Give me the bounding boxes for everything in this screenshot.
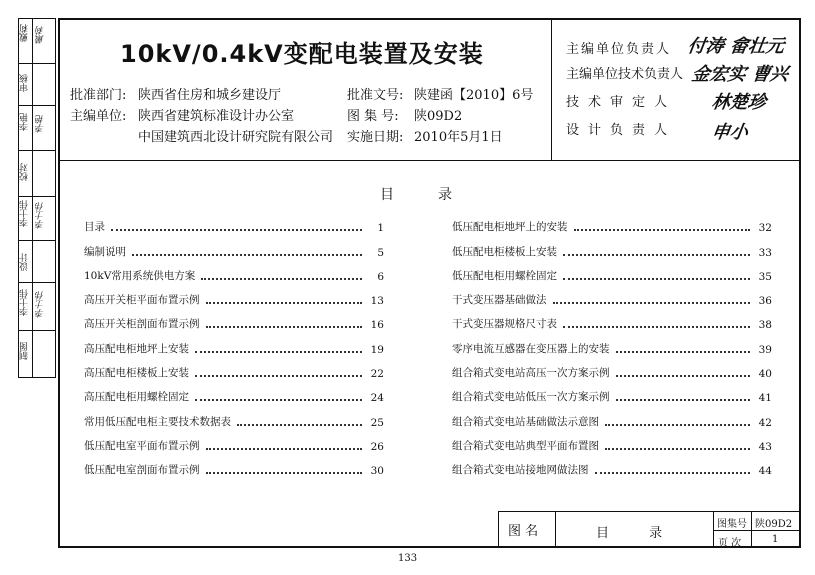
toc-entry-page: 42	[758, 416, 772, 429]
toc-entry-page: 36	[758, 295, 772, 308]
toc-entry-page: 38	[758, 319, 772, 332]
titleblock-name-label: 图 名	[508, 524, 539, 539]
page-number: 133	[398, 553, 418, 564]
toc-leader-dots	[563, 278, 750, 280]
side-label: 审核	[20, 74, 30, 92]
titleblock-page-label: 页 次	[718, 538, 742, 549]
toc-entry-page: 26	[370, 440, 384, 453]
side-label: 设计	[20, 253, 30, 271]
toc-entry-label: 高压开关柜剖面布置示例	[84, 318, 200, 331]
resp-signature: 金宏实 曹兴	[690, 64, 790, 85]
toc-entry-page: 39	[758, 343, 772, 356]
toc-entry-page: 16	[370, 319, 384, 332]
toc-entry-label: 组合箱式变电站典型平面布置图	[452, 439, 599, 452]
toc-leader-dots	[616, 399, 751, 401]
toc-entry[interactable]	[452, 453, 772, 477]
toc-entry-label: 干式变压器规格尺寸表	[452, 318, 557, 331]
toc-leader-dots	[195, 375, 362, 377]
toc-leader-dots	[206, 302, 363, 304]
toc-entry-label: 低压配电室平面布置示例	[84, 439, 200, 452]
toc-entry[interactable]	[452, 210, 772, 234]
toc-heading: 目录	[380, 187, 496, 203]
toc-entry-page: 5	[377, 246, 384, 259]
toc-entry[interactable]	[84, 380, 384, 404]
side-signature: 戴莉	[36, 26, 46, 44]
impl-date: 2010年5月1日	[414, 130, 503, 145]
toc-entry-label: 10kV常用系统供电方案	[84, 269, 196, 282]
approval-dept-label: 批准部门:	[70, 88, 127, 103]
titleblock-atlas-value: 陕09D2	[755, 519, 793, 530]
toc-entry-page: 30	[370, 465, 384, 478]
toc-entry-page: 22	[370, 368, 384, 381]
atlas-no-label: 图 集 号:	[347, 109, 399, 124]
toc-entry-label: 组合箱式变电站基础做法示意图	[452, 415, 599, 428]
editor-unit-2: 中国建筑西北设计研究院有限公司	[138, 130, 334, 145]
toc-entry[interactable]	[84, 234, 384, 258]
side-cell-line	[18, 240, 56, 241]
toc-leader-dots	[195, 351, 362, 353]
side-cell-line	[18, 105, 56, 106]
toc-entry-page: 43	[758, 440, 772, 453]
editor-unit-1: 陕西省建筑标准设计办公室	[138, 109, 295, 124]
toc-entry-page: 19	[370, 343, 384, 356]
toc-leader-dots	[237, 424, 362, 426]
toc-entry-page: 32	[758, 222, 772, 235]
toc-leader-dots	[195, 399, 362, 401]
toc-entry-label: 高压开关柜平面布置示例	[84, 294, 200, 307]
toc-right	[452, 210, 772, 477]
side-signature: 李士伟	[36, 202, 46, 229]
resp-role: 主编单位负责人	[566, 42, 672, 57]
toc-entry[interactable]	[452, 356, 772, 380]
toc-leader-dots	[111, 229, 362, 231]
toc-entry-label: 低压配电柜地坪上的安装	[452, 221, 568, 234]
toc-entry-label: 低压配电柜楼板上安装	[452, 245, 557, 258]
toc-entry-label: 组合箱式变电站接地网做法图	[452, 464, 589, 477]
toc-leader-dots	[206, 326, 363, 328]
resp-signature: 申小	[710, 122, 750, 143]
side-cell-line	[18, 282, 56, 283]
side-cell-line	[18, 196, 56, 197]
side-strip-divider	[32, 18, 33, 378]
toc-entry[interactable]	[452, 404, 772, 428]
toc-entry-page: 1	[377, 222, 384, 235]
toc-leader-dots	[132, 254, 362, 256]
approval-no-label: 批准文号:	[347, 88, 404, 103]
resp-signature: 林楚珍	[710, 92, 768, 113]
toc-leader-dots	[616, 375, 751, 377]
toc-entry[interactable]	[452, 283, 772, 307]
editor-unit-label: 主编单位:	[70, 109, 127, 124]
toc-entry[interactable]	[84, 259, 384, 283]
toc-entry[interactable]	[84, 356, 384, 380]
titleblock-page-value: 1	[772, 534, 779, 545]
toc-entry-page: 40	[758, 368, 772, 381]
toc-entry-label: 组合箱式变电站低压一次方案示例	[452, 391, 610, 404]
toc-left	[84, 210, 384, 477]
side-strip	[18, 18, 56, 378]
toc-entry-label: 高压配电柜楼板上安装	[84, 367, 189, 380]
side-signature: 李士伟	[36, 291, 46, 318]
resp-role: 设计负责人	[566, 123, 677, 138]
toc-entry-page: 33	[758, 246, 772, 259]
resp-role: 主编单位技术负责人	[566, 67, 684, 82]
toc-entry[interactable]	[84, 453, 384, 477]
toc-entry[interactable]	[452, 307, 772, 331]
toc-leader-dots	[595, 472, 751, 474]
toc-entry-page: 35	[758, 270, 772, 283]
toc-leader-dots	[605, 448, 750, 450]
toc-entry[interactable]	[452, 259, 772, 283]
side-label: 校对	[20, 163, 30, 181]
titleblock-mid	[713, 530, 801, 531]
toc-entry-label: 低压配电柜用螺栓固定	[452, 269, 557, 282]
resp-signature: 付涛 畲壮元	[686, 36, 786, 57]
toc-entry[interactable]	[84, 210, 384, 234]
toc-leader-dots	[206, 448, 363, 450]
toc-entry-page: 6	[377, 270, 384, 283]
toc-entry-page: 13	[370, 295, 384, 308]
toc-leader-dots	[574, 229, 751, 231]
side-label: 制图	[20, 342, 30, 360]
toc-leader-dots	[206, 472, 363, 474]
toc-leader-dots	[201, 278, 362, 280]
titleblock-name-value: 目 录	[596, 526, 681, 541]
toc-leader-dots	[563, 326, 750, 328]
toc-entry[interactable]	[452, 234, 772, 258]
toc-entry[interactable]	[452, 380, 772, 404]
toc-entry-label: 目录	[84, 221, 105, 234]
side-cell-line	[18, 63, 56, 64]
impl-date-label: 实施日期:	[347, 130, 404, 145]
toc-leader-dots	[605, 424, 750, 426]
toc-entry-label: 高压配电柜用螺栓固定	[84, 391, 189, 404]
toc-entry-page: 44	[758, 465, 772, 478]
resp-role: 技术审定人	[566, 95, 677, 110]
toc-entry[interactable]	[84, 307, 384, 331]
toc-entry[interactable]	[452, 331, 772, 355]
toc-entry[interactable]	[84, 404, 384, 428]
side-label: 李士伟	[20, 289, 30, 316]
toc-entry-label: 组合箱式变电站高压一次方案示例	[452, 367, 610, 380]
side-cell-line	[18, 377, 56, 378]
toc-entry[interactable]	[452, 429, 772, 453]
toc-entry[interactable]	[84, 331, 384, 355]
toc-entry-label: 高压配电柜地坪上安装	[84, 342, 189, 355]
side-label: 戴莉	[20, 24, 30, 42]
header-divider	[551, 18, 552, 160]
side-cell-line	[18, 330, 56, 331]
toc-entry-label: 干式变压器基础做法	[452, 294, 547, 307]
toc-leader-dots	[563, 254, 750, 256]
toc-entry-page: 41	[758, 392, 772, 405]
titleblock-left	[498, 511, 499, 548]
approval-dept: 陕西省住房和城乡建设厅	[138, 88, 282, 103]
side-signature: 李艳	[36, 115, 46, 133]
toc-entry-page: 25	[370, 416, 384, 429]
toc-entry-label: 零序电流互感器在变压器上的安装	[452, 342, 610, 355]
atlas-no: 陕09D2	[414, 109, 463, 124]
toc-leader-dots	[616, 351, 751, 353]
titleblock-top	[498, 511, 801, 512]
toc-entry-label: 编制说明	[84, 245, 126, 258]
titleblock-atlas-label: 图集号	[717, 519, 747, 530]
page-title: 10kV/0.4kV变配电装置及安装	[120, 40, 484, 68]
toc-entry-label: 常用低压配电柜主要技术数据表	[84, 415, 231, 428]
toc-entry[interactable]	[84, 429, 384, 453]
side-label: 李艳	[20, 113, 30, 131]
titleblock-div1	[555, 511, 556, 548]
side-cell-line	[18, 150, 56, 151]
toc-leader-dots	[553, 302, 751, 304]
toc-entry-page: 24	[370, 392, 384, 405]
approval-no: 陕建函【2010】6号	[414, 88, 534, 103]
toc-entry[interactable]	[84, 283, 384, 307]
header-bottom-line	[58, 160, 801, 161]
toc-entry-label: 低压配电室剖面布置示例	[84, 464, 200, 477]
side-label: 李士伟	[20, 200, 30, 227]
